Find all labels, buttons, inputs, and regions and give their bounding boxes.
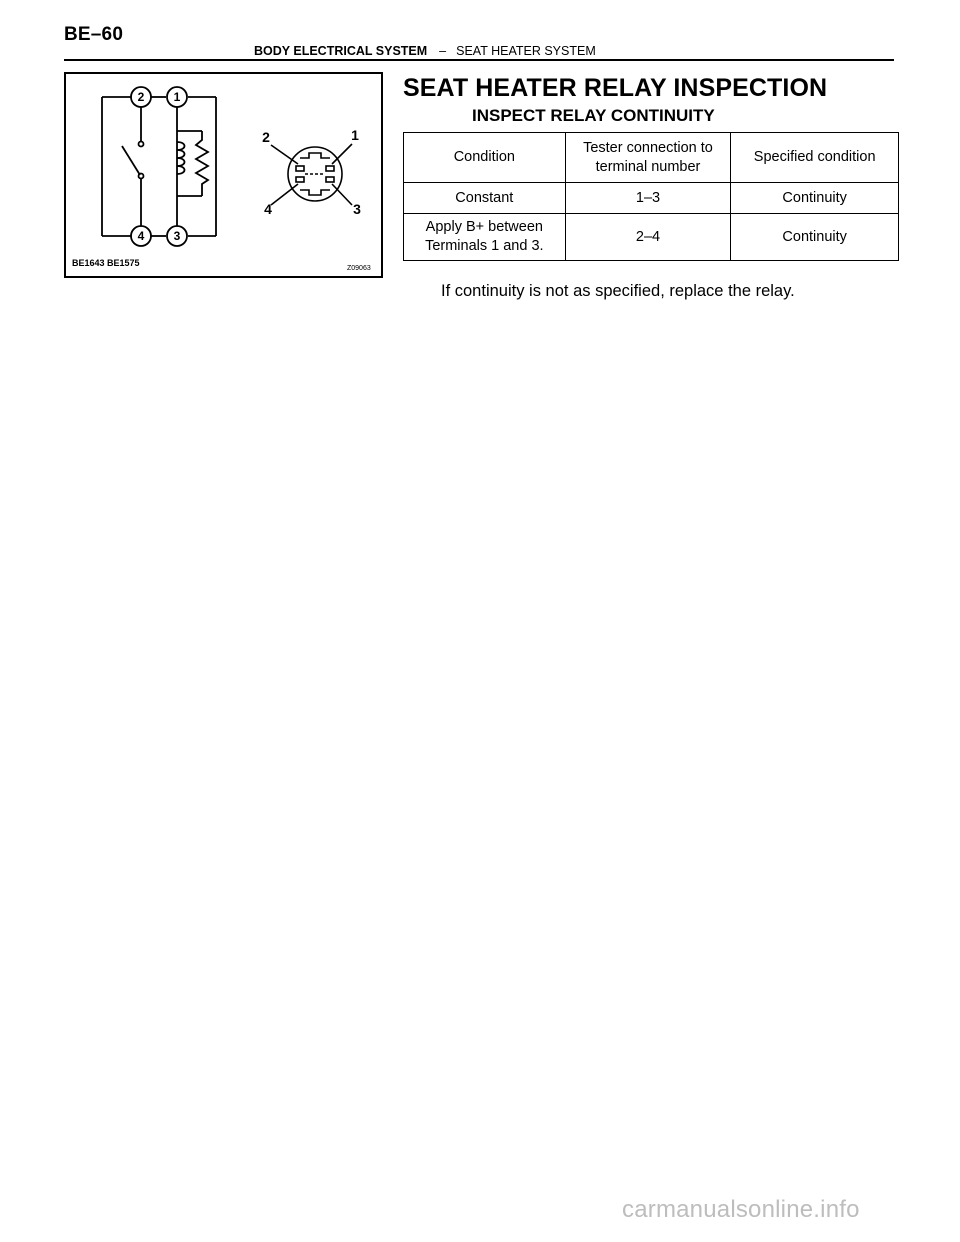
header-rule xyxy=(64,59,894,61)
table-row xyxy=(404,183,899,214)
switch-blade xyxy=(122,146,140,175)
cell-condition: Constant xyxy=(404,183,566,214)
connector-label-3: 3 xyxy=(353,201,361,217)
figure-caption-right: Z09063 xyxy=(347,265,371,272)
header-specified-condition: Specified condition xyxy=(731,133,899,183)
connector-label-2: 2 xyxy=(262,129,270,145)
subsection-title: INSPECT RELAY CONTINUITY xyxy=(472,106,715,125)
cell-terminals: 1–3 xyxy=(565,183,731,214)
terminal-3-label: 3 xyxy=(173,229,181,243)
page-number: BE–60 xyxy=(64,24,124,45)
replacement-note: If continuity is not as specified, replace the relay. xyxy=(441,282,795,300)
cell-terminals: 2–4 xyxy=(565,214,731,261)
terminal-4-label: 4 xyxy=(137,229,145,243)
watermark: carmanualsonline.info xyxy=(622,1196,860,1223)
continuity-table xyxy=(403,132,899,261)
switch-contact-top xyxy=(139,142,144,147)
table-header-row xyxy=(404,133,899,183)
terminal-1-label: 1 xyxy=(173,90,181,104)
resistor-zigzag xyxy=(196,131,208,196)
section-title: SEAT HEATER RELAY INSPECTION xyxy=(403,74,828,102)
connector-label-4: 4 xyxy=(264,201,272,217)
header-subsystem: SEAT HEATER SYSTEM xyxy=(456,44,596,58)
header-tester-connection: Tester connection to terminal number xyxy=(565,133,731,183)
table-row xyxy=(404,214,899,261)
header-system: BODY ELECTRICAL SYSTEM xyxy=(254,44,428,58)
figure-caption-left: BE1643 BE1575 xyxy=(72,258,140,268)
cell-specified: Continuity xyxy=(731,183,899,214)
header-separator: – xyxy=(439,44,447,58)
cell-condition: Apply B+ between Terminals 1 and 3. xyxy=(404,214,566,261)
connector-icon xyxy=(271,144,352,205)
running-header xyxy=(254,44,596,58)
header-condition: Condition xyxy=(404,133,566,183)
cell-specified: Continuity xyxy=(731,214,899,261)
relay-figure xyxy=(64,72,383,278)
relay-schematic-icon xyxy=(66,74,381,276)
terminal-2-label: 2 xyxy=(137,90,145,104)
coil-winding xyxy=(177,142,185,174)
connector-label-1: 1 xyxy=(351,127,359,143)
